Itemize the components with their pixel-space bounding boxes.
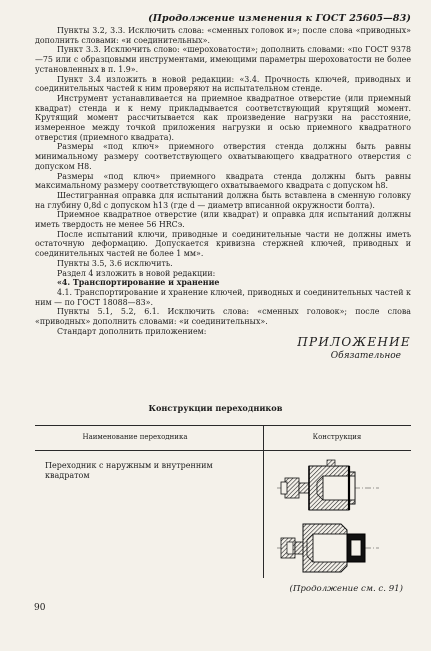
paragraph: Пункт 3.3. Исключить слово: «шероховатости»; дополнить словами: «по ГОСТ 9378—75 или с образцовыми инструментами, имеющими параметры шероховатости не более установленных в п. 1.9». [35,45,411,74]
column-header-name: Наименование переходника [82,433,188,441]
paragraph: Размеры «под ключ» приемного квадрата стенда должны быть равны максимальному размеру соответствующего охватываемого квадрата с допуском h8. [35,171,411,191]
page-number: 90 [34,603,46,613]
paragraph: Пункты 3.2, 3.3. Исключить слова: «сменных головок и»; после слова «приводных» дополнить словами: «и соединительных». [35,26,411,45]
paragraph: Размеры «под ключ» приемного отверстия стенда должны быть равны минимальному размеру соответствующего охватывающего квадратного отверстия с допуском Н8. [35,142,411,171]
appendix-subtitle: Обязательное [330,351,401,361]
adapter-section-view-top [277,460,379,510]
paragraph: 4.1. Транспортирование и хранение ключей, приводных и соединительных частей к ним — по ГОСТ 18088—83». [35,287,411,307]
page-header: (Продолжение изменения к ГОСТ 25605—83) [148,13,411,24]
continuation-note: (Продолжение см. с. 91) [289,584,403,594]
column-header-construction: Конструкция [312,433,362,441]
paragraph: Пункт 3.4 изложить в новой редакции: «3.4. Прочность ключей, приводных и соединительных частей к ним проверяют на испытательном стенде. [35,74,411,94]
paragraph: После испытаний ключи, приводные и соединительные части не должны иметь остаточную деформацию. Допускается кривизна стержней ключей, приводных и соединительных частей не более 1 мм». [35,229,411,259]
appendix-title: ПРИЛОЖЕНИЕ [297,335,411,349]
paragraph: Приемное квадратное отверстие (или квадрат) и оправка для испытаний должны иметь твердость не менее 56 HRCэ. [35,210,411,230]
section-heading: «4. Транспортирование и хранение [57,278,220,288]
adapter-table [35,425,411,578]
paragraph: Раздел 4 изложить в новой редакции: [57,268,216,278]
body-text [35,26,411,337]
paragraph: Стандарт дополнить приложением: [57,326,207,336]
adapter-drawing [35,426,411,578]
table-title: Конструкции переходников [148,403,283,413]
paragraph: Пункты 5.1, 5.2, 6.1. Исключить слова: «сменных головок»; после слова «приводных» дополнить словами: «и соединительных». [35,307,411,327]
paragraph: Шестигранная оправка для испытаний должна быть вставлена в сменную головку на глубину 0,8d с допуском h13 (где d — диаметр вписанной окружности болта). [35,190,411,210]
paragraph: Пункты 3.5, 3.6 исключить. [57,258,173,268]
paragraph: Инструмент устанавливается на приемное квадратное отверстие (или приемный квадрат) стенда и к нему прикладывается соответствующий крутящий момент. Крутящий момент рассчитывается как произведение нагрузки на расстояние, измеренное между точкой приложения нагрузки и осью приемного квадратного отверстия (приемного квадрата). [35,93,411,142]
adapter-section-view-bottom [277,524,379,572]
adapter-name-cell: Переходник с наружным и внутренним квадратом [45,461,213,481]
